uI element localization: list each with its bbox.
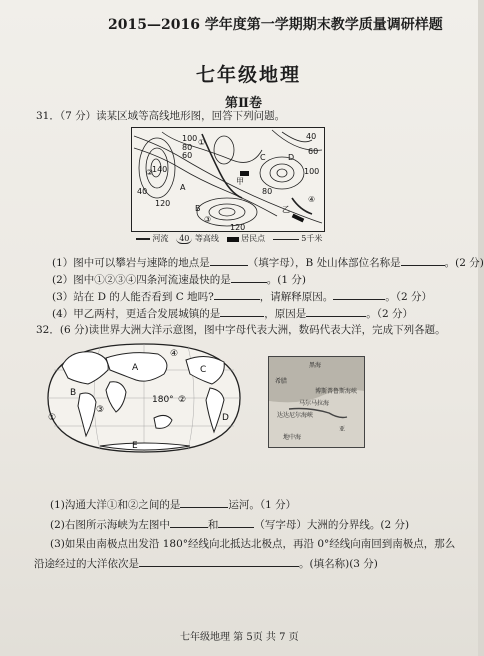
world-label-C: C xyxy=(200,365,207,375)
q31-item-1-text-3: 。(2 分) xyxy=(444,257,484,269)
world-label-E: E xyxy=(132,441,138,451)
contour-map-legend xyxy=(136,233,322,244)
label-100-left: 100 xyxy=(182,134,198,143)
q31-item-2 xyxy=(52,272,306,287)
label-120-left: 120 xyxy=(155,199,171,208)
inset-label-bosporus: 博斯普鲁斯海峡 xyxy=(315,388,358,395)
inset-label-black-sea: 黑海 xyxy=(309,362,322,369)
q31-item-3-text: (3）站在 D 的人能否看到 C 地吗? xyxy=(52,291,214,303)
q31-item-1-text: (1）图中可以攀岩与速降的地点是 xyxy=(52,257,210,269)
label-river-1: ① xyxy=(198,138,206,147)
answer-blank[interactable] xyxy=(333,299,385,300)
q32-item-2-text-2: 和 xyxy=(207,519,219,531)
q32-item-1 xyxy=(50,497,296,512)
q31-item-4-text-2: ，原因是 xyxy=(264,308,307,320)
answer-blank[interactable] xyxy=(401,265,445,266)
q32-item-2-text-3: （写字母）大洲的分界线。(2 分) xyxy=(254,519,410,531)
q32-item-1-text: (1)沟通大洋①和②之间的是 xyxy=(50,499,181,511)
q32-item-3: (3)如果由南极点出发沿 180°经线向北抵达北极点，再沿 0°经线向南回到南极点，那么 xyxy=(50,538,456,550)
q31-item-3 xyxy=(52,289,432,304)
label-C: C xyxy=(260,153,266,162)
q32-item-3-text-2: 沿途经过的大洋依次是 xyxy=(34,558,139,570)
exam-header: 2015—2016 学年度第一学期期末教学质量调研样题 xyxy=(108,17,443,33)
world-map xyxy=(40,340,248,457)
label-80-left: 80 xyxy=(182,143,193,152)
legend-settlement: 居民点 xyxy=(241,234,266,243)
answer-blank[interactable] xyxy=(180,507,228,508)
label-A: A xyxy=(180,183,186,192)
legend-contour-value: 40 xyxy=(176,234,192,244)
page-footer: 七年级地理 第 5页 共 7 页 xyxy=(180,632,299,643)
q31-item-2-text-2: 。(1 分) xyxy=(266,274,306,286)
strait-inset-map xyxy=(268,356,365,448)
answer-blank[interactable] xyxy=(220,316,264,317)
inset-label-mediterranean: 地中海 xyxy=(283,434,302,441)
page-title: 七年级地理 xyxy=(196,64,302,86)
q32-item-1-text-2: 运河。（1 分） xyxy=(228,499,297,511)
label-B: B xyxy=(195,204,201,213)
label-60-right: 60 xyxy=(308,147,319,156)
q31-item-3-text-2: ，请解释原因。 xyxy=(259,291,334,303)
label-80-right: 80 xyxy=(262,187,273,196)
ocean-label-4: ④ xyxy=(170,349,179,359)
label-D: D xyxy=(288,153,295,162)
q31-item-4-text: (4）甲乙两村，更适合发展城镇的是 xyxy=(52,308,221,320)
contour-map-drawing xyxy=(132,128,324,231)
answer-blank[interactable] xyxy=(218,527,254,528)
label-river-4: ④ xyxy=(308,195,316,204)
q31-item-4-text-3: 。（2 分） xyxy=(366,308,414,320)
label-40-right: 40 xyxy=(306,132,317,141)
q31-item-1 xyxy=(52,255,484,270)
legend-contour: 等高线 xyxy=(194,234,219,243)
label-river-2: ② xyxy=(146,168,154,177)
answer-blank[interactable] xyxy=(139,566,299,567)
settlement-symbol xyxy=(227,237,239,242)
section-title: 第Ⅱ卷 xyxy=(225,96,262,111)
world-label-A: A xyxy=(132,363,139,373)
strait-inset-drawing xyxy=(269,357,364,447)
q31-item-2-text: (2）图中①②③④四条河流速最快的是 xyxy=(52,274,231,286)
label-yi: 乙 xyxy=(282,205,290,214)
contour-map xyxy=(131,127,325,232)
label-120-bottom: 120 xyxy=(230,223,246,232)
label-40-bottom: 40 xyxy=(137,187,148,196)
q31-item-4 xyxy=(52,306,413,321)
world-label-B: B xyxy=(70,388,77,398)
q31-item-3-text-3: 。（2 分） xyxy=(385,291,432,303)
inset-label-greece: 希腊 xyxy=(275,378,288,385)
legend-scale: 5千米 xyxy=(301,234,323,243)
q32-stem: 32．(6 分)读世界大洲大洋示意图，图中字母代表大洲，数码代表大洋，完成下列各题。 xyxy=(36,324,446,336)
ocean-label-1: ① xyxy=(48,413,57,423)
inset-label-dardanelles: 达达尼尔海峡 xyxy=(277,412,314,419)
answer-blank[interactable] xyxy=(214,299,260,300)
answer-blank[interactable] xyxy=(170,527,208,528)
label-140: 140 xyxy=(152,165,168,174)
inset-label-marmara: 马尔马拉海 xyxy=(299,400,330,407)
label-river-3: ③ xyxy=(204,215,212,224)
inset-label-asia: 亚 xyxy=(339,426,346,433)
answer-blank[interactable] xyxy=(306,316,366,317)
q32-item-3-cont xyxy=(34,556,378,571)
answer-blank[interactable] xyxy=(210,265,248,266)
ocean-label-3: ③ xyxy=(96,405,105,415)
q32-item-3-text-3: 。(填名称)(3 分) xyxy=(299,558,378,570)
scale-bar xyxy=(273,239,299,240)
ocean-label-2: ② xyxy=(178,395,187,405)
label-100-right: 100 xyxy=(304,167,320,176)
world-map-drawing xyxy=(40,340,248,457)
q31-item-1-text-2: （填字母），B 处山体部位名称是 xyxy=(247,257,401,269)
label-60-left: 60 xyxy=(182,151,193,160)
q32-item-2 xyxy=(50,517,409,532)
q32-item-2-text: (2)右图所示海峡为左图中 xyxy=(50,519,170,531)
q31-stem: 31．（7 分）读某区域等高线地形图，回答下列问题。 xyxy=(36,110,286,122)
answer-blank[interactable] xyxy=(231,282,267,283)
river-symbol xyxy=(136,238,150,240)
world-label-D: D xyxy=(222,413,229,423)
meridian-180-label: 180° xyxy=(152,395,174,405)
label-jia: 甲 xyxy=(236,177,244,186)
legend-river: 河流 xyxy=(152,234,169,243)
